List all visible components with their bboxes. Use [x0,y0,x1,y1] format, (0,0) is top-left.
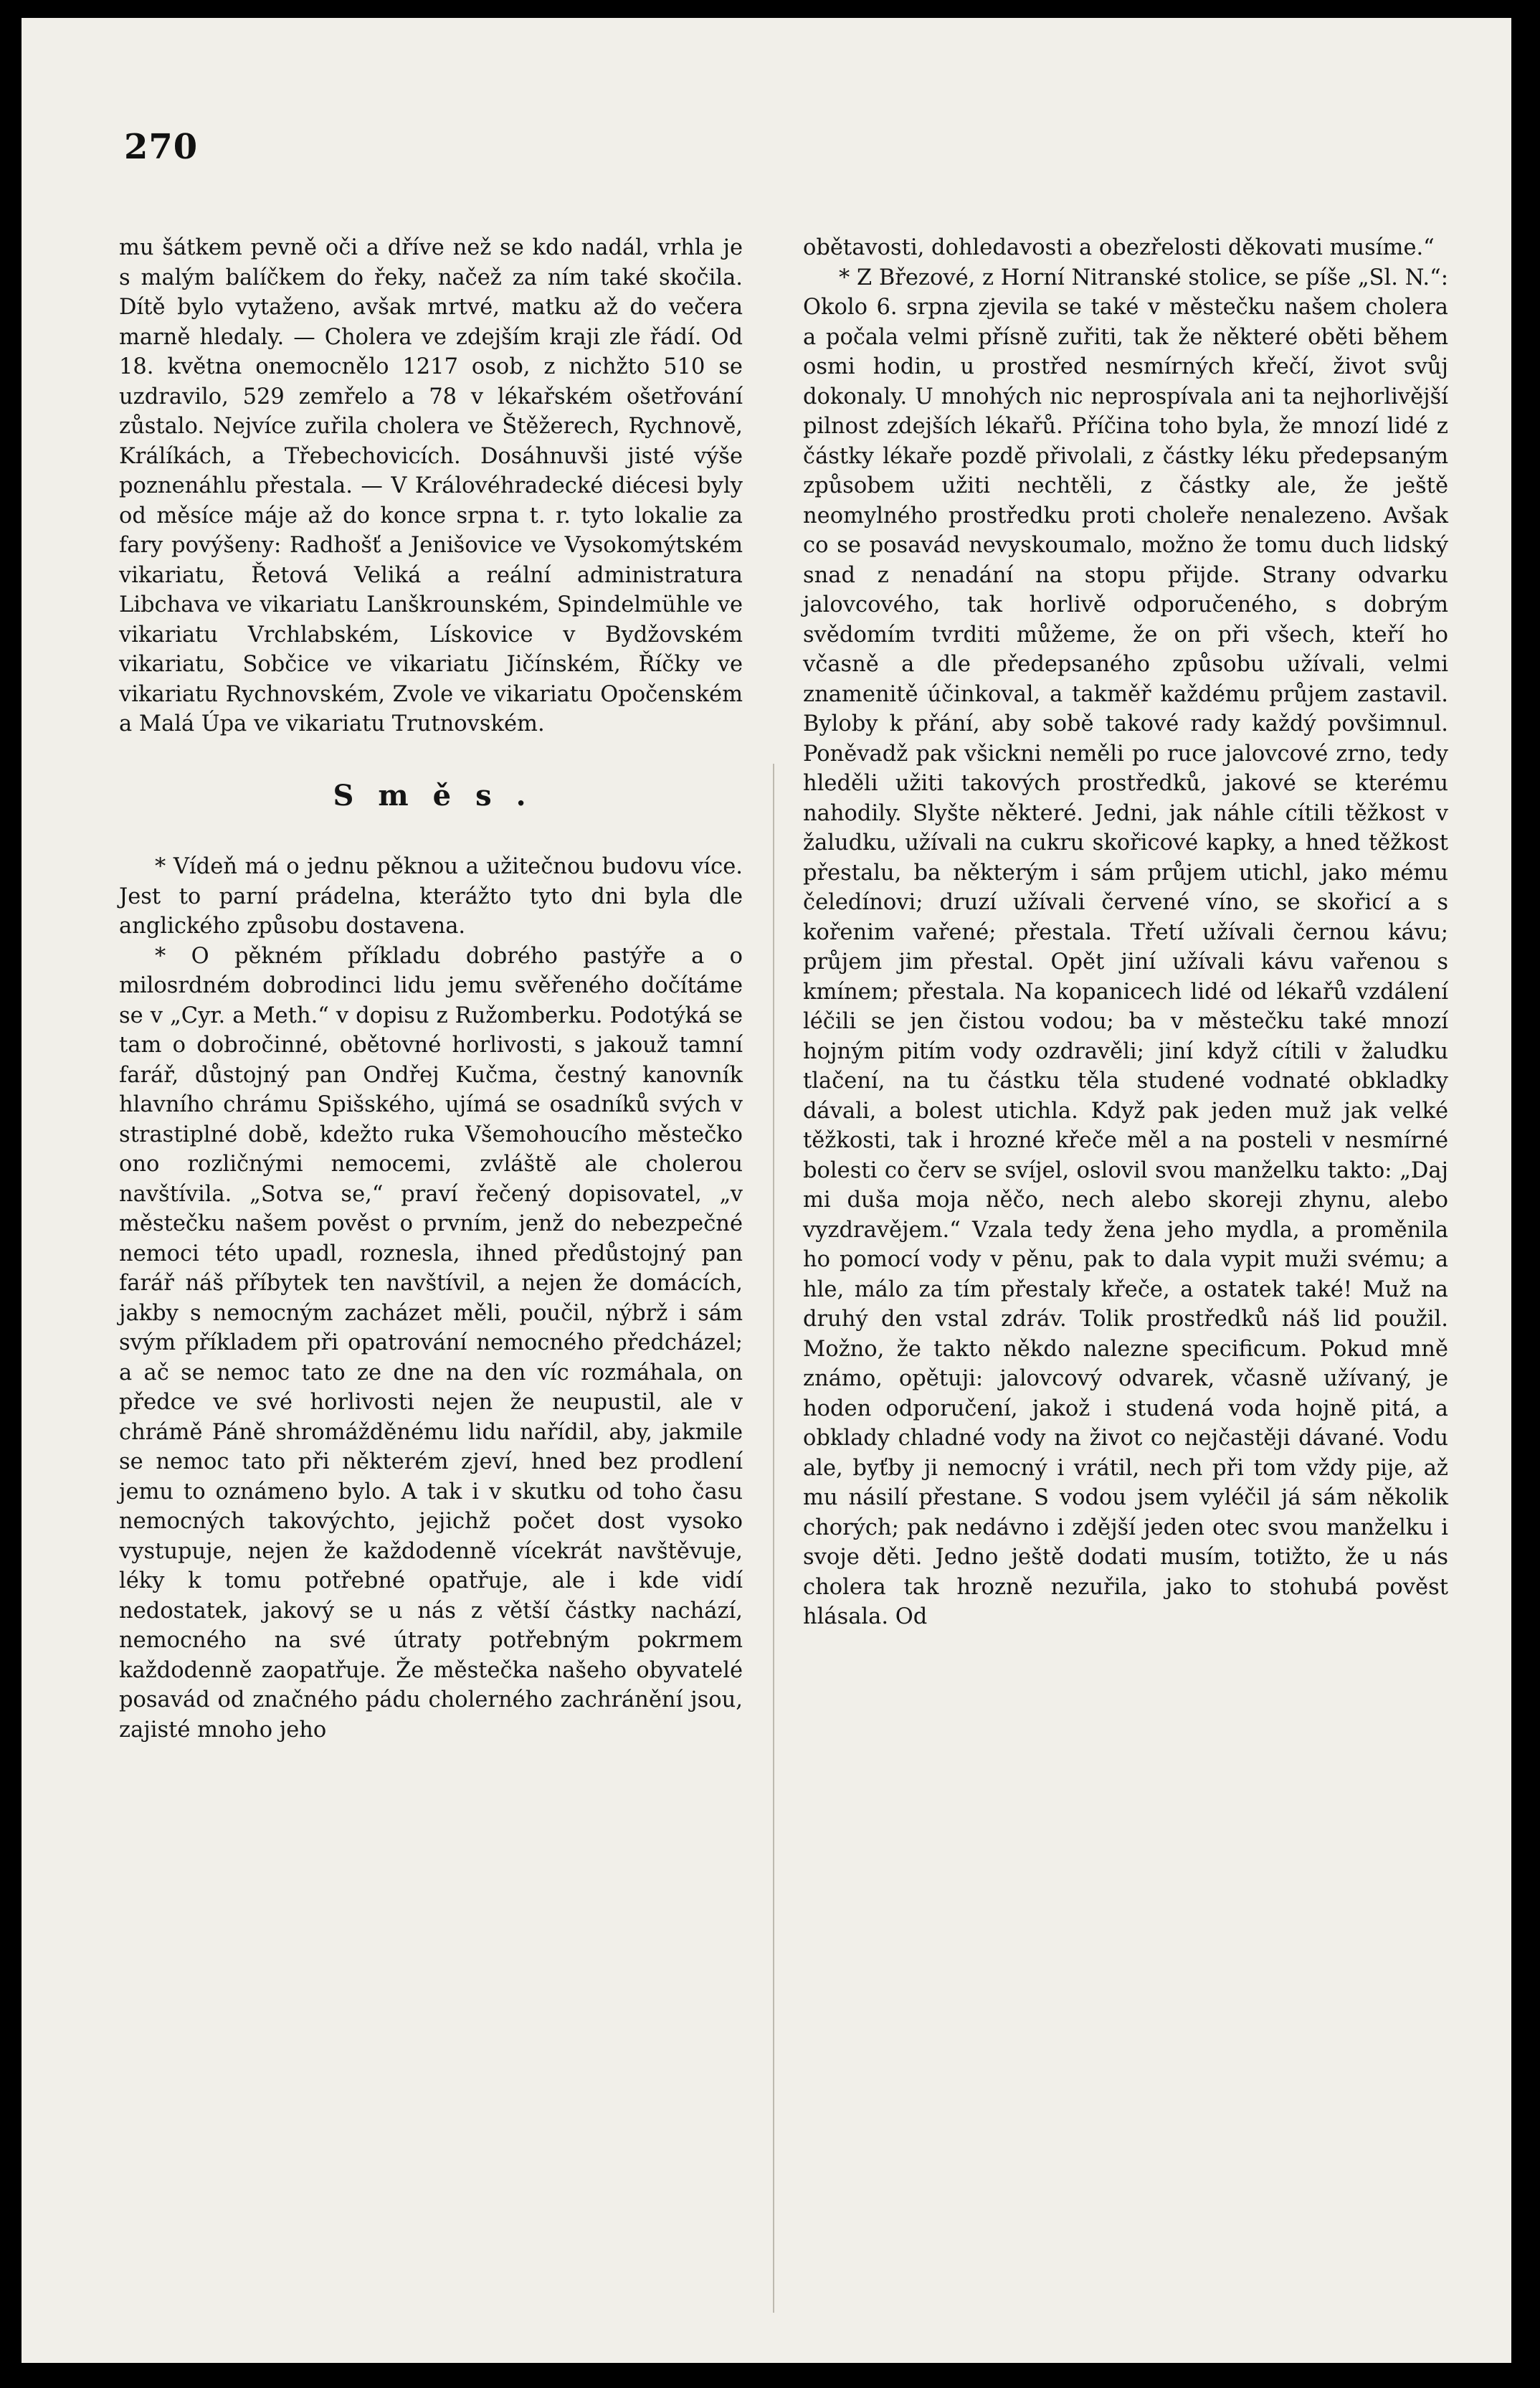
column-divider [773,764,774,2313]
left-column [119,233,743,1745]
page-number: 270 [124,127,199,167]
left-paragraph-2: * Vídeň má o jednu pěknou a užitečnou budovu více. Jest to parní prádelna, kterážto tyto dni byla dle anglického způsobu dostavena. [119,854,743,939]
newspaper-page [22,18,1511,2363]
left-paragraph-1: mu šátkem pevně oči a dříve než se kdo nadál, vrhla je s malým balíčkem do řeky, načež za ním také skočila. Dítě bylo vytaženo, avšak mrtvé, matku až do večera marně hledaly. — Cholera ve zdejším kraji zle řádí. Od 18. května onemocnělo 1217 osob, z nichžto 510 se uzdravilo, 529 zemřelo a 78 v lékařském ošetřování zůstalo. Nejvíce zuřila cholera ve Štěžerech, Rychnově, Králíkách, a Třebechovicích. Dosáhnuvši jisté výše poznenáhlu přestala. — V Královéhradecké diécesi byly od měsíce máje až do konce srpna t. r. tyto lokalie za fary povýšeny: Radhošť a Jenišovice ve Vysokomýtském vikariatu, Řetová Veliká a reální administratura Libchava ve vikariatu Lanškrounském, Spindelmühle ve vikariatu Vrchlabském, Lískovice v Bydžovském vikariatu, Sobčice ve vikariatu Jičínském, Říčky ve vikariatu Rychnovském, Zvole ve vikariatu Opočenském a Malá Úpa ve vikariatu Trutnovském. [119,235,743,736]
right-paragraph-2: * Z Březové, z Horní Nitranské stolice, se píše „Sl. N.“: Okolo 6. srpna zjevila se také v městečku našem cholera a počala velmi přísně zuřiti, tak že některé oběti během osmi hodin, u prostřed nesmírných křečí, život svůj dokonaly. U mnohých nic neprospívala ani ta nejhorlivější pilnost zdejších lékařů. Příčina toho byla, že mnozí lidé z částky lékaře pozdě přivolali, z částky léku předepsaným způsobem užiti nechtěli, z částky ale, že ještě neomylného prostředku proti choleře nenalezeno. Avšak co se posavád nevyskoumalo, možno že tomu duch lidský snad z nenadání na stopu přijde. Strany odvarku jalovcového, tak horlivě odporučeného, s dobrým svědomím tvrditi můžeme, že on při všech, kteří ho včasně a dle předepsaného způsobu užívali, velmi znamenitě účinkoval, a takměř každému průjem zastavil. Byloby k přání, aby sobě takové rady každý povšimnul. Poněvadž pak všickni neměli po ruce jalovcové zrno, tedy hleděli užiti takových prostředků, jakové se kterému nahodily. Slyšte některé. Jedni, jak náhle cítili těžkost v žaludku, užívali na cukru skořicové kapky, a hned těžkost přestalu, ba některým i sám průjem utichl, jako mému čeledínovi; druzí užívali červené víno, se skořicí a s kořenim vařené; přestala. Třetí užívali černou kávu; průjem jim přestal. Opět jiní užívali kávu vařenou s kmínem; přestala. Na kopanicech lidé od lékařů vzdálení léčili se jen čistou vodou; ba v městečku také mnozí hojným pitím vody ozdravěli; jiní když cítili v žaludku tlačení, na tu částku těla studené vodnaté obkladky dávali, a bolest utichla. Když pak jeden muž jak velké těžkosti, tak i hrozné křeče měl a na posteli v nesmírné bolesti co červ se svíjel, oslovil svou manželku takto: „Daj mi duša moja něčo, nech alebo skoreji zhynu, alebo vyzdravějem.“ Vzala tedy žena jeho mydla, a proměnila ho pomocí vody v pěnu, pak to dala vypit muži svému; a hle, málo za tím přestaly křeče, a ostatek také! Muž na druhý den vstal zdráv. Tolik prostředků náš lid použil. Možno, že takto někdo nalezne specificum. Pokud mně známo, opětuji: jalovcový odvarek, včasně užívaný, je hoden odporučení, jakož i studená voda hojně pitá, a obklady chladné vody na život co nejčastěji dávané. Vodu ale, byťby ji nemocný i vrátil, nech při tom vždy pije, až mu násilí přestane. S vodou jsem vyléčil já sám několik chorých; pak nedávno i zdější jeden otec svou manželku i svoje děti. Jedno ještě dodati musím, totižto, že u nás cholera tak hrozně nezuřila, jako to stohubá pověst hlásala. Od [803,265,1448,1629]
right-column [803,233,1448,1632]
section-title: Směs. [333,778,551,812]
right-paragraph-1: obětavosti, dohledavosti a obezřelosti děkovati musíme.“ [803,235,1435,260]
left-paragraph-3: * O pěkném příkladu dobrého pastýře a o milosrdném dobrodinci lidu jemu svěřeného dočítáme se v „Cyr. a Meth.“ v dopisu z Ružomberku. Podotýká se tam o dobročinné, obětovné horlivosti, s jakouž tamní farář, důstojný pan Ondřej Kučma, čestný kanovník hlavního chrámu Spišského, ujímá se osadníků svých v strastiplné době, kdežto ruka Všemohoucího městečko ono rozličnými nemocemi, zvláště ale cholerou navštívila. „Sotva se,“ praví řečený dopisovatel, „v městečku našem pověst o prvním, jenž do nebezpečné nemoci této upadl, roznesla, ihned předůstojný pan farář náš příbytek ten navštívil, a nejen že domácích, jakby s nemocným zacházet měli, poučil, nýbrž i sám svým příkladem při opatrování nemocného předcházel; a ač se nemoc tato ze dne na den víc rozmáhala, on předce ve své horlivosti nejen že neupustil, ale v chrámě Páně shromážděnému lidu nařídil, aby, jakmile se nemoc tato při některém zjeví, hned bez prodlení jemu to oznámeno bylo. A tak i v skutku od toho času nemocných takovýchto, jejichž počet dost vysoko vystupuje, nejen že každodenně vícekrát navštěvuje, léky k tomu potřebné opatřuje, ale i kde vidí nedostatek, jakový se u nás z větší částky nachází, nemocného na své útraty potřebným pokrmem každodenně zaopatřuje. Že městečka našeho obyvatelé posavád od značného pádu cholerného zachránění jsou, zajisté mnoho jeho [119,943,743,1743]
